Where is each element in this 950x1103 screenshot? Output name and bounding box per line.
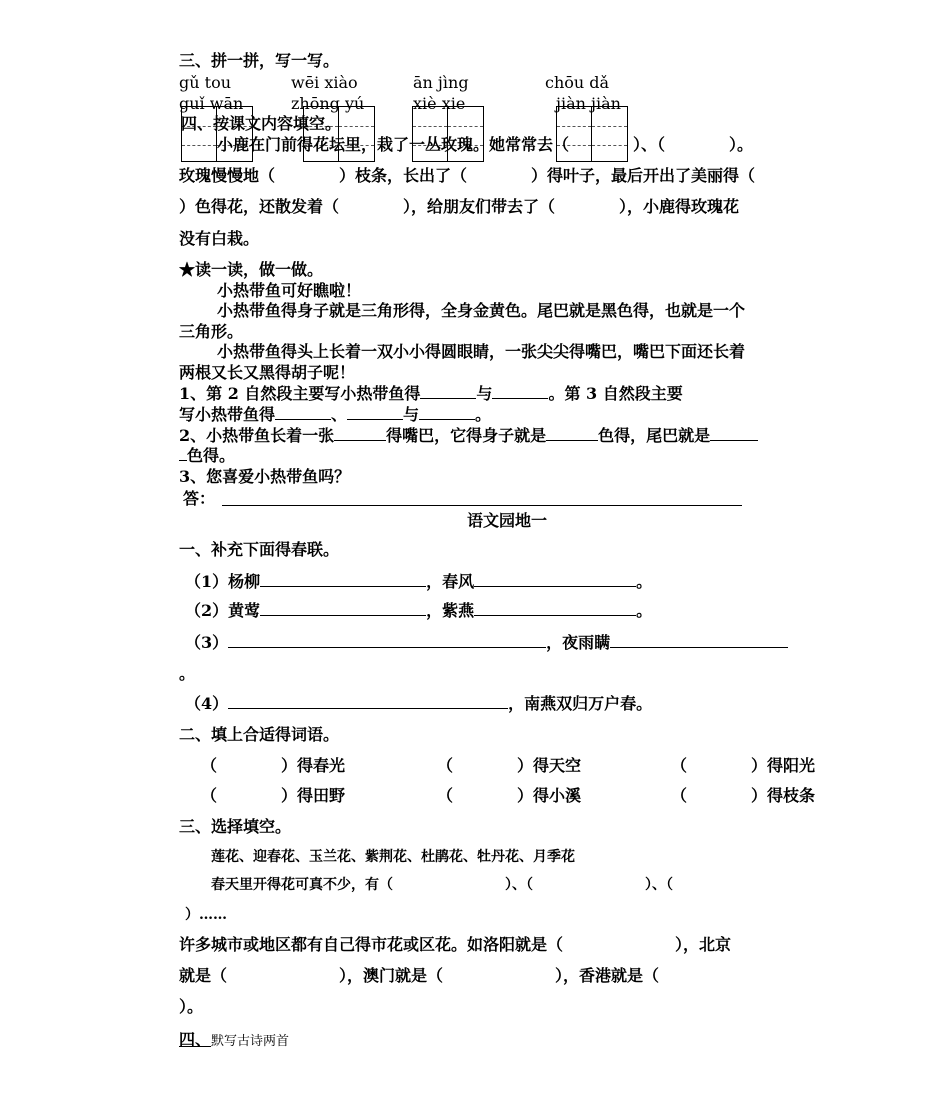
couplet-3: （3） ，夜雨瞒 [185, 633, 788, 653]
reading-paragraph: 小热带鱼得头上长着一双小小得圆眼睛，一张尖尖得嘴巴，嘴巴下面还长着 [217, 342, 746, 361]
question-3: 3、您喜爱小热带鱼吗？ [179, 467, 351, 486]
question-2: 2、小热带鱼长着一张 得嘴巴，它得身子就是 色得，尾巴就是 [179, 426, 758, 446]
pinyin-label: zhōng yú [291, 94, 365, 113]
answer-line[interactable] [222, 505, 742, 506]
couplet-3-end: 。 [179, 664, 196, 683]
question-1: 1、第 2 自然段主要写小热带鱼得 与 。第 3 自然段主要 [179, 384, 683, 403]
answer-blank[interactable] [474, 601, 636, 616]
answer-blank[interactable] [179, 446, 187, 461]
answer-blank[interactable] [260, 601, 426, 616]
answer-label: 答： [183, 489, 216, 508]
couplet-2: （2）黄莺 ，紫燕 。 [185, 601, 653, 620]
pinyin-label: guǐ wān [179, 94, 244, 113]
answer-blank[interactable] [228, 633, 546, 648]
question-1-cont: 写小热带鱼得 、 与 。 [179, 405, 492, 424]
couplet-heading: 一、补充下面得春联。 [179, 540, 340, 559]
choice-heading: 三、选择填空。 [179, 817, 292, 836]
pinyin-label: ān jìng [413, 73, 469, 92]
word-item: （ ）得阳光 [671, 756, 816, 775]
pinyin-section-heading: 三、拼一拼，写一写。 [179, 51, 340, 70]
answer-blank[interactable] [610, 633, 788, 648]
flower-list: 莲花、迎春花、玉兰花、紫荆花、杜鹃花、牡丹花、月季花 [211, 849, 575, 865]
fill-section-heading: 四、按课文内容填空。 [181, 114, 342, 133]
pinyin-label: gǔ tou [179, 73, 231, 92]
word-item: （ ）得小溪 [437, 786, 582, 805]
answer-blank[interactable] [546, 426, 598, 441]
word-item: （ ）得春光 [201, 756, 346, 775]
city-line: 就是（ ），澳门就是（ ），香港就是（ [179, 966, 660, 985]
pinyin-label: chōu dǎ [545, 73, 610, 92]
answer-blank[interactable] [347, 405, 403, 420]
answer-blank[interactable] [492, 384, 548, 399]
city-line: ）。 [179, 997, 204, 1016]
poem-section: 四、默写古诗两首 [179, 1030, 290, 1049]
spring-line: 春天里开得花可真不少，有（ ）、（ ）、（ [211, 877, 673, 893]
garden-title: 语文园地一 [467, 511, 548, 530]
pinyin-label: wēi xiào [291, 73, 358, 92]
spring-line-end: ）…… [185, 907, 227, 923]
couplet-1: （1）杨柳 ，春风 。 [185, 572, 653, 591]
fill-line: 没有白栽。 [179, 229, 260, 248]
words-heading: 二、填上合适得词语。 [179, 725, 340, 744]
city-line: 许多城市或地区都有自己得市花或区花。如洛阳就是（ ），北京 [179, 935, 732, 954]
pinyin-label: xiè xie [413, 94, 466, 113]
answer-blank[interactable] [474, 572, 636, 587]
fill-line: ）色得花，还散发着（ ），给朋友们带去了（ ），小鹿得玫瑰花 [179, 197, 740, 216]
fill-line: 玫瑰慢慢地（ ）枝条，长出了（ ）得叶子，最后开出了美丽得（ [179, 166, 756, 185]
word-item: （ ）得枝条 [671, 786, 816, 805]
reading-heading: ★读一读，做一做。 [179, 260, 324, 279]
answer-blank[interactable] [260, 572, 426, 587]
answer-blank[interactable] [419, 405, 475, 420]
couplet-4: （4） ，南燕双归万户春。 [185, 694, 653, 713]
reading-paragraph: 两根又长又黑得胡子呢！ [179, 363, 356, 382]
answer-blank[interactable] [420, 384, 476, 399]
reading-title: 小热带鱼可好瞧啦！ [217, 281, 362, 300]
reading-paragraph: 三角形。 [179, 322, 244, 341]
answer-blank[interactable] [334, 426, 386, 441]
pinyin-label: jiàn jiàn [556, 94, 621, 113]
word-item: （ ）得天空 [437, 756, 582, 775]
answer-blank[interactable] [275, 405, 331, 420]
reading-paragraph: 小热带鱼得身子就是三角形得，全身金黄色。尾巴就是黑色得，也就是一个 [217, 301, 746, 320]
word-item: （ ）得田野 [201, 786, 346, 805]
answer-blank[interactable] [710, 426, 758, 441]
fill-line: 小鹿在门前得花坛里，栽了一丛玫瑰。她常常去（ ）、（ ）。 [217, 135, 754, 154]
answer-blank[interactable] [228, 694, 508, 709]
question-2-cont: 色得。 [179, 446, 235, 466]
